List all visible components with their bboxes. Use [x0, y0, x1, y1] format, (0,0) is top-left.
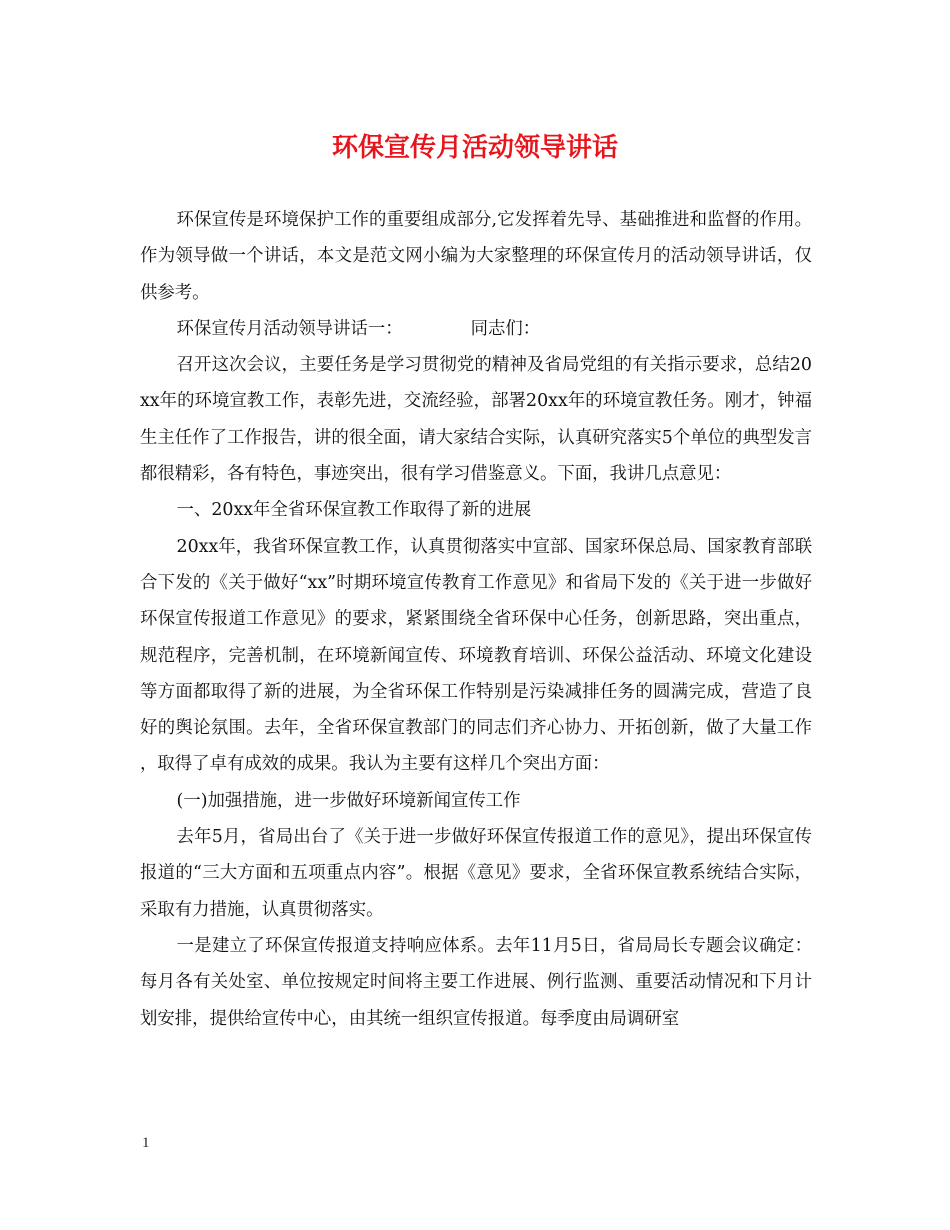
document-body: [140, 202, 812, 1037]
subsection-heading: (一)加强措施，进一步做好环境新闻宣传工作: [176, 790, 521, 811]
body-paragraph: 20xx年，我省环保宣教工作，认真贯彻落实中宣部、国家环保总局、国家教育部联合下发的《关于做好“xx”时期环境宣传教育工作意见》和省局下发的《关于进一步做好环保宣传报道工作意见》的要求，紧紧围绕全省环保中心任务，创新思路，突出重点，规范程序，完善机制，在环境新闻宣传、环境教育培训、环保公益活动、环境文化建设等方面都取得了新的进展，为全省环保工作特别是污染减排任务的圆满完成，营造了良好的舆论氛围。去年，全省环保宣教部门的同志们齐心协力、开拓创新，做了大量工作，取得了卓有成效的成果。我认为主要有这样几个突出方面：: [140, 536, 812, 775]
salutation: 同志们：: [470, 318, 541, 339]
speech-heading: 环保宣传月活动领导讲话一：: [176, 318, 403, 339]
intro-paragraph: 环保宣传是环境保护工作的重要组成部分,它发挥着先导、基础推进和监督的作用。作为领导做一个讲话，本文是范文网小编为大家整理的环保宣传月的活动领导讲话，仅供参考。: [140, 210, 812, 303]
body-paragraph: 召开这次会议，主要任务是学习贯彻党的精神及省局党组的有关指示要求，总结20xx年的环境宣教工作，表彰先进，交流经验，部署20xx年的环境宣教任务。刚才，钟福生主任作了工作报告，讲的很全面，请大家结合实际，认真研究落实5个单位的典型发言都很精彩，各有特色，事迹突出，很有学习借鉴意义。下面，我讲几点意见：: [140, 355, 812, 485]
body-paragraph: 一是建立了环保宣传报道支持响应体系。去年11月5日，省局局长专题会议确定：每月各有关处室、单位按规定时间将主要工作进展、例行监测、重要活动情况和下月计划安排，提供给宣传中心，由其统一组织宣传报道。每季度由局调研室: [140, 935, 812, 1029]
body-paragraph: 去年5月，省局出台了《关于进一步做好环保宣传报道工作的意见》，提出环保宣传报道的“三大方面和五项重点内容”。根据《意见》要求，全省环保宣教系统结合实际，采取有力措施，认真贯彻落实。: [140, 827, 812, 920]
document-title: 环保宣传月活动领导讲话: [331, 133, 618, 163]
page-number: 1: [142, 1135, 150, 1151]
section-heading: 一、20xx年全省环保宣教工作取得了新的进展: [176, 500, 532, 521]
speech-heading-line: [140, 311, 812, 347]
